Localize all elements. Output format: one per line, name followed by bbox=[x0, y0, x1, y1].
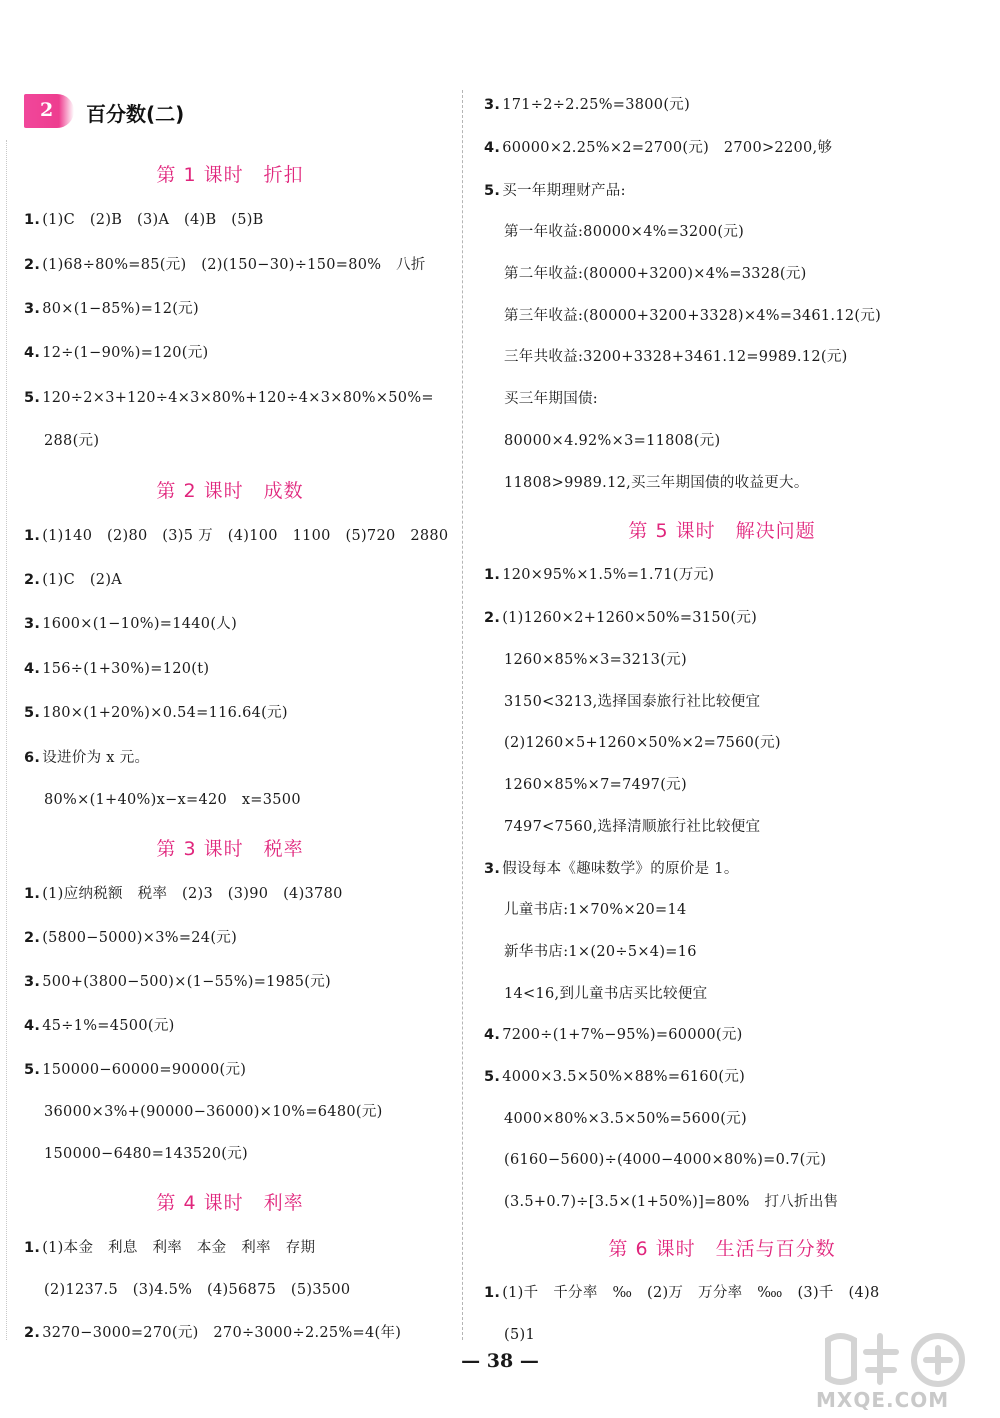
lesson-title: 第 2 课时 成数 bbox=[156, 480, 304, 502]
answer-line: 14<16,到儿童书店买比较便宜 bbox=[504, 986, 708, 1002]
answer-line: 1. 120×95%×1.5%=1.71(万元) bbox=[484, 567, 715, 583]
answer-line: 3. 80×(1−85%)=12(元) bbox=[24, 301, 199, 317]
answer-line: 第二年收益:(80000+3200)×4%=3328(元) bbox=[504, 266, 807, 282]
answer-line: 288(元) bbox=[44, 433, 100, 449]
answer-line: 1. (1)140 (2)80 (3)5 万 (4)100 1100 (5)720 2880 bbox=[24, 528, 449, 544]
answer-line: 买三年期国债: bbox=[504, 391, 598, 407]
answer-line: 6. 设进价为 x 元。 bbox=[24, 750, 150, 766]
answer-line: 2. (1)68÷80%=85(元) (2)(150−30)÷150=80% 八折 bbox=[24, 257, 426, 273]
answer-line: 2. (1)1260×2+1260×50%=3150(元) bbox=[484, 610, 758, 626]
answer-line: 5. 180×(1+20%)×0.54=116.64(元) bbox=[24, 705, 288, 721]
unit-number: 2 bbox=[40, 99, 54, 121]
answer-line: 80000×4.92%×3=11808(元) bbox=[504, 433, 721, 449]
answer-line: 3. 1600×(1−10%)=1440(人) bbox=[24, 616, 238, 632]
answer-line: 3150<3213,选择国泰旅行社比较便宜 bbox=[504, 694, 761, 710]
answer-line: (3.5+0.7)÷[3.5×(1+50%)]=80% 打八折出售 bbox=[504, 1194, 839, 1210]
answer-line: 4000×80%×3.5×50%=5600(元) bbox=[504, 1111, 747, 1127]
answer-line: 1. (1)C (2)B (3)A (4)B (5)B bbox=[24, 212, 264, 228]
answer-line: 4. 7200÷(1+7%−95%)=60000(元) bbox=[484, 1027, 743, 1043]
answer-line: (2)1237.5 (3)4.5% (4)56875 (5)3500 bbox=[44, 1282, 351, 1298]
answer-line: 36000×3%+(90000−36000)×10%=6480(元) bbox=[44, 1104, 383, 1120]
column-divider bbox=[462, 90, 463, 1340]
answer-line: 1. (1)千 千分率 ‰ (2)万 万分率 ‱ (3)千 (4)8 bbox=[484, 1285, 880, 1301]
answer-line: 3. 假设每本《趣味数学》的原价是 1。 bbox=[484, 861, 739, 877]
answer-line: 150000−6480=143520(元) bbox=[44, 1146, 249, 1162]
lesson-title: 第 4 课时 利率 bbox=[156, 1192, 304, 1214]
watermark-text: MXQE.COM bbox=[816, 1388, 950, 1412]
answer-line: 4. 156÷(1+30%)=120(t) bbox=[24, 661, 210, 677]
answer-line: 2. (5800−5000)×3%=24(元) bbox=[24, 930, 238, 946]
answer-line: 1260×85%×3=3213(元) bbox=[504, 652, 687, 668]
answer-line: 1. (1)本金 利息 利率 本金 利率 存期 bbox=[24, 1240, 316, 1256]
answer-line: 3. 500+(3800−500)×(1−55%)=1985(元) bbox=[24, 974, 332, 990]
answer-line: 2. (1)C (2)A bbox=[24, 572, 123, 588]
page-number: — 38 — bbox=[461, 1350, 539, 1372]
answer-line: 三年共收益:3200+3328+3461.12=9989.12(元) bbox=[504, 349, 848, 365]
answer-line: 3. 171÷2÷2.25%=3800(元) bbox=[484, 97, 691, 113]
answer-line: 新华书店:1×(20÷5×4)=16 bbox=[504, 944, 697, 960]
answer-line: 80%×(1+40%)x−x=420 x=3500 bbox=[44, 792, 301, 808]
answer-line: (2)1260×5+1260×50%×2=7560(元) bbox=[504, 735, 781, 751]
answer-line: 5. 150000−60000=90000(元) bbox=[24, 1062, 247, 1078]
answer-line: 11808>9989.12,买三年期国债的收益更大。 bbox=[504, 475, 809, 491]
binding-edge bbox=[6, 140, 7, 1340]
answer-line: 2. 3270−3000=270(元) 270÷3000÷2.25%=4(年) bbox=[24, 1325, 402, 1341]
answer-line: 5. 4000×3.5×50%×88%=6160(元) bbox=[484, 1069, 746, 1085]
unit-title: 百分数(二) bbox=[86, 102, 185, 126]
answer-line: 4. 45÷1%=4500(元) bbox=[24, 1018, 175, 1034]
answer-line: 4. 12÷(1−90%)=120(元) bbox=[24, 345, 209, 361]
answer-line: 5. 买一年期理财产品: bbox=[484, 183, 626, 199]
lesson-title: 第 5 课时 解决问题 bbox=[628, 520, 816, 542]
answer-line: 5. 120÷2×3+120÷4×3×80%+120÷4×3×80%×50%= bbox=[24, 390, 434, 406]
lesson-title: 第 1 课时 折扣 bbox=[156, 164, 304, 186]
answer-line: 第三年收益:(80000+3200+3328)×4%=3461.12(元) bbox=[504, 308, 882, 324]
lesson-title: 第 6 课时 生活与百分数 bbox=[608, 1238, 836, 1260]
answer-line: (5)1 bbox=[504, 1327, 535, 1343]
unit-badge bbox=[24, 94, 74, 128]
answer-line: 1260×85%×7=7497(元) bbox=[504, 777, 687, 793]
answer-line: 儿童书店:1×70%×20=14 bbox=[504, 902, 687, 918]
answer-line: 4. 60000×2.25%×2=2700(元) 2700>2200,够 bbox=[484, 140, 833, 156]
lesson-title: 第 3 课时 税率 bbox=[156, 838, 304, 860]
answer-line: 第一年收益:80000×4%=3200(元) bbox=[504, 224, 745, 240]
answer-line: (6160−5600)÷(4000−4000×80%)=0.7(元) bbox=[504, 1152, 827, 1168]
answer-line: 1. (1)应纳税额 税率 (2)3 (3)90 (4)3780 bbox=[24, 886, 343, 902]
answer-line: 7497<7560,选择清顺旅行社比较便宜 bbox=[504, 819, 761, 835]
